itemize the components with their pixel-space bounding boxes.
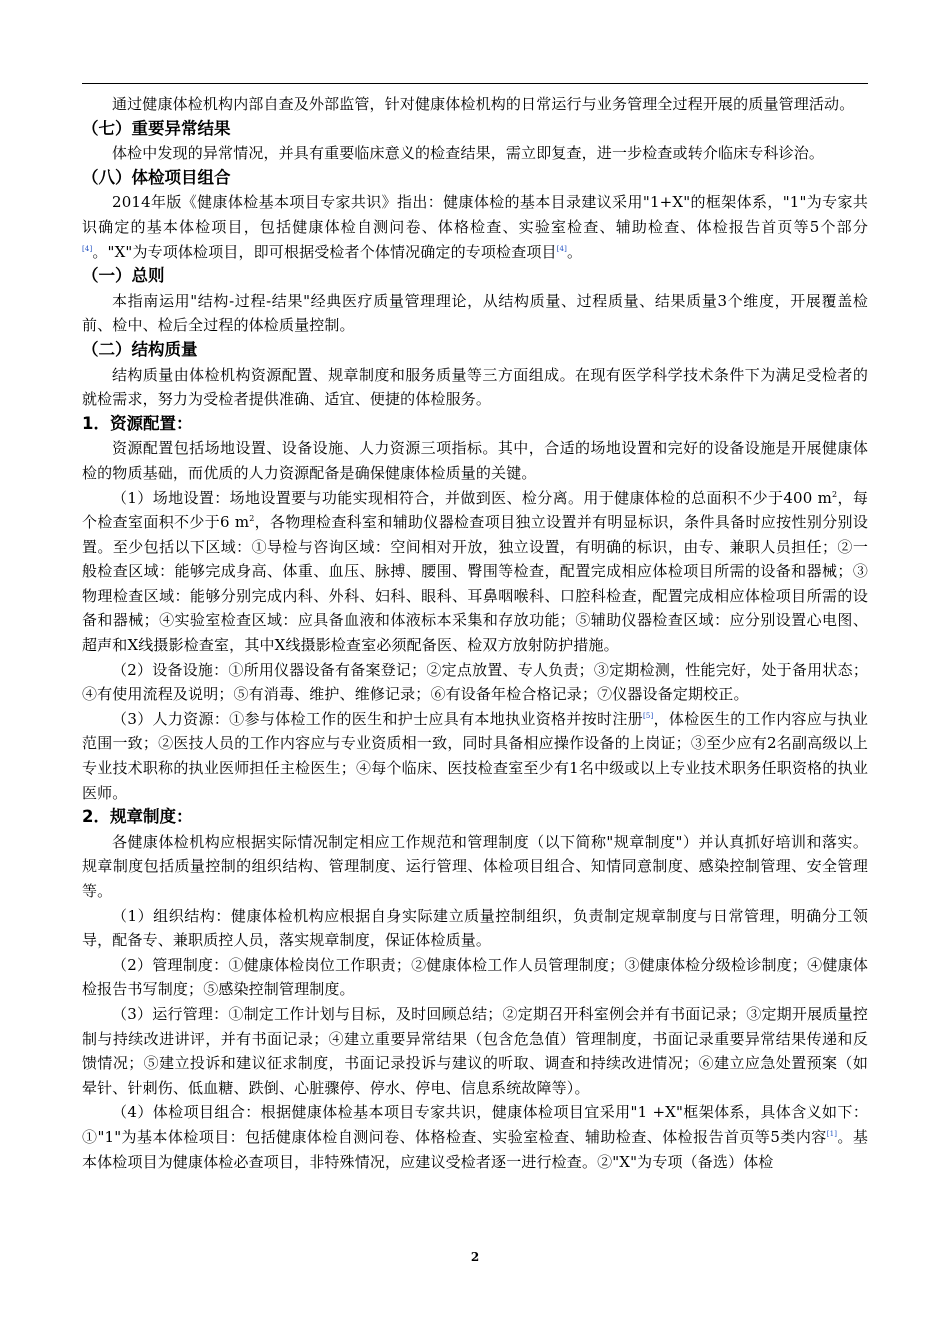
citation-link[interactable]: [4] xyxy=(556,244,568,253)
paragraph: （2）管理制度：①健康体检岗位工作职责；②健康体检工作人员管理制度；③健康体检分级检诊制度；④健康体检报告书写制度；⑤感染控制管理制度。 xyxy=(82,955,868,999)
text-run: ，每个检查室面积不少于6 m xyxy=(82,488,868,532)
paragraph: 通过健康体检机构内部自查及外部监管，针对健康体检机构的日常运行与业务管理全过程开展的质量管理活动。 xyxy=(112,95,855,113)
paragraph xyxy=(82,707,868,805)
text-run: 。基本体检项目为健康体检必查项目，非特殊情况，应建议受检者逐一进行检查。②"X"为专项（备选）体检 xyxy=(82,1127,868,1171)
paragraph xyxy=(82,190,868,264)
section-heading: 1．资源配置： xyxy=(82,413,193,433)
text-run: ，各物理检查科室和辅助仪器检查项目独立设置并有明显标识，条件具备时应按性别分别设置。至少包括以下区域：①导检与咨询区域：空间相对开放，独立设置，有明确的标识，由专、兼职人员担任；②一般检查区域：能够完成身高、体重、血压、脉搏、腰围、臀围等检查，配置完成相应体检项目所需的设备和器械；③物理检查区域：能够分别完成内科、外科、妇科、眼科、耳鼻咽喉科、口腔科检查，配置完成相应体检项目所需的设备和器械；④实验室检查区域：应具备血液和体液标本采集和存放功能；⑤辅助仪器检查区域：应分别设置心电图、超声和X线摄影检查室，其中X线摄影检查室必须配备医、检双方放射防护措施。 xyxy=(82,513,868,655)
header-rule xyxy=(82,83,868,84)
paragraph xyxy=(82,486,868,658)
paragraph: 各健康体检机构应根据实际情况制定相应工作规范和管理制度（以下简称"规章制度"）并认真抓好培训和落实。规章制度包括质量控制的组织结构、管理制度、运行管理、体检项目组合、知情同意制度、感染控制管理、安全管理等。 xyxy=(82,832,868,900)
section-heading: （一）总则 xyxy=(82,266,165,286)
paragraph: 资源配置包括场地设置、设备设施、人力资源三项指标。其中，合适的场地设置和完好的设备设施是开展健康体检的物质基础，而优质的人力资源配备是确保健康体检质量的关键。 xyxy=(82,439,868,482)
citation-link[interactable]: [1] xyxy=(826,1129,838,1138)
citation-link[interactable]: [5] xyxy=(643,711,654,720)
paragraph: （2）设备设施：①所用仪器设备有备案登记；②定点放置、专人负责；③定期检测，性能完好，处于备用状态；④有使用流程及说明；⑤有消毒、维护、维修记录；⑥有设备年检合格记录；⑦仪器设备定期校正。 xyxy=(82,660,868,704)
section-heading: 2．规章制度： xyxy=(82,807,193,827)
paragraph: 体检中发现的异常情况，并具有重要临床意义的检查结果，需立即复查，进一步检查或转介临床专科诊治。 xyxy=(112,144,825,163)
section-heading: （二）结构质量 xyxy=(82,339,198,359)
text-run: （3）人力资源：①参与体检工作的医生和护士应具有本地执业资格并按时注册 xyxy=(112,709,644,728)
paragraph: （3）运行管理：①制定工作计划与目标，及时回顾总结；②定期召开科室例会并有书面记录；③定期开展质量控制与持续改进讲评，并有书面记录；④建立重要异常结果（包含危急值）管理制度，书面记录重要异常结果传递和反馈情况；⑤建立投诉和建议征求制度，书面记录投诉与建议的听取、调查和持续改进情况；⑥建立应急处置预案（如晕针、针刺伤、低血糖、跌倒、心脏骤停、停水、停电、信息系统故障等）。 xyxy=(82,1004,868,1097)
paragraph: （1）组织结构：健康体检机构应根据自身实际建立质量控制组织，负责制定规章制度与日常管理，明确分工领导，配备专、兼职质控人员，落实规章制度，保证体检质量。 xyxy=(82,906,868,950)
citation-link[interactable]: [4] xyxy=(82,244,93,253)
text-run: （4）体检项目组合：根据健康体检基本项目专家共识，健康体检项目宜采用"1 +X"框架体系，具体含义如下：①"1"为基本体检项目：包括健康体检自测问卷、体格检查、实验室检查、辅助检查、体检报告首页等5类内容 xyxy=(82,1103,868,1146)
page-number: 2 xyxy=(470,1250,480,1264)
paragraph: 结构质量由体检机构资源配置、规章制度和服务质量等三方面组成。在现有医学科学技术条件下为满足受检者的就检需求，努力为受检者提供准确、适宜、便捷的体检服务。 xyxy=(82,365,868,409)
section-heading: （八）体检项目组合 xyxy=(82,167,231,187)
paragraph xyxy=(82,1100,868,1174)
text-run: 。"X"为专项体检项目，即可根据受检者个体情况确定的专项检查项目 xyxy=(92,242,557,261)
document-body xyxy=(82,92,868,1174)
text-run: ，体检医生的工作内容应与执业范围一致；②医技人员的工作内容应与专业资质相一致，同时具备相应操作设备的上岗证；③至少应有2名副高级以上专业技术职称的执业医师担任主检医生；④每个临床、医技检查室至少有1名中级或以上专业技术职务任职资格的执业医师。 xyxy=(82,709,868,802)
superscript: 2 xyxy=(249,514,255,524)
paragraph: 本指南运用"结构-过程-结果"经典医疗质量管理理论，从结构质量、过程质量、结果质量3个维度，开展覆盖检前、检中、检后全过程的体检质量控制。 xyxy=(82,291,868,335)
text-run: （1）场地设置：场地设置要与功能实现相符合，并做到医、检分离。用于健康体检的总面积不少于400 m xyxy=(112,488,832,507)
text-run: 2014年版《健康体检基本项目专家共识》指出：健康体检的基本目录建议采用"1+X"的框架体系，"1"为专家共识确定的基本体检项目，包括健康体检自测问卷、体格检查、实验室检查、辅助检查、体检报告首页等5个部分 xyxy=(82,193,868,236)
section-heading: （七）重要异常结果 xyxy=(82,118,231,138)
superscript: 2 xyxy=(831,489,838,499)
text-run: 。 xyxy=(567,242,583,261)
